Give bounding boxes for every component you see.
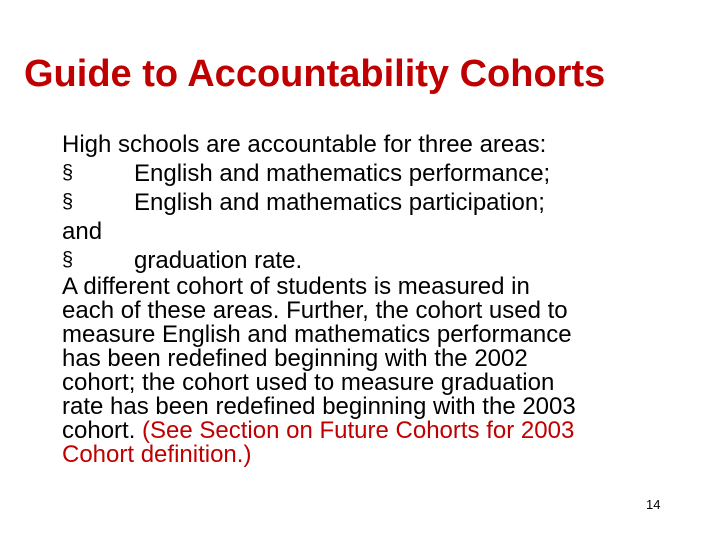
paragraph-line: each of these areas. Further, the cohort used to — [62, 297, 568, 324]
page-number: 14 — [646, 497, 661, 512]
slide-title: Guide to Accountability Cohorts — [24, 53, 606, 95]
bullet-text: graduation rate. — [134, 247, 303, 274]
paragraph-line: cohort; the cohort used to measure graduation — [62, 369, 555, 396]
section-reference-text: (See Section on Future Cohorts for 2003 — [142, 417, 575, 444]
section-reference-text: Cohort definition.) — [62, 441, 252, 468]
paragraph-line — [62, 419, 672, 443]
bullet-item — [62, 159, 672, 188]
bullet-text: English and mathematics participation; — [134, 189, 545, 216]
paragraph-line — [62, 443, 672, 467]
paragraph-line: A different cohort of students is measured in — [62, 273, 530, 300]
bullet-text: English and mathematics performance; — [134, 160, 551, 187]
bullet-marker-icon: § — [62, 191, 74, 213]
paragraph-text: cohort. — [62, 417, 143, 444]
bullet-marker-icon: § — [62, 162, 74, 184]
conjunction-text: and — [62, 218, 103, 245]
intro-text: High schools are accountable for three areas: — [62, 131, 547, 158]
paragraph-line: rate has been redefined beginning with the 2003 — [62, 393, 576, 420]
slide-body — [62, 130, 672, 467]
paragraph-line: has been redefined beginning with the 2002 — [62, 345, 528, 372]
paragraph-line: measure English and mathematics performance — [62, 321, 572, 348]
bullet-item — [62, 188, 672, 217]
bullet-marker-icon: § — [62, 249, 74, 271]
bullet-item — [62, 246, 672, 275]
